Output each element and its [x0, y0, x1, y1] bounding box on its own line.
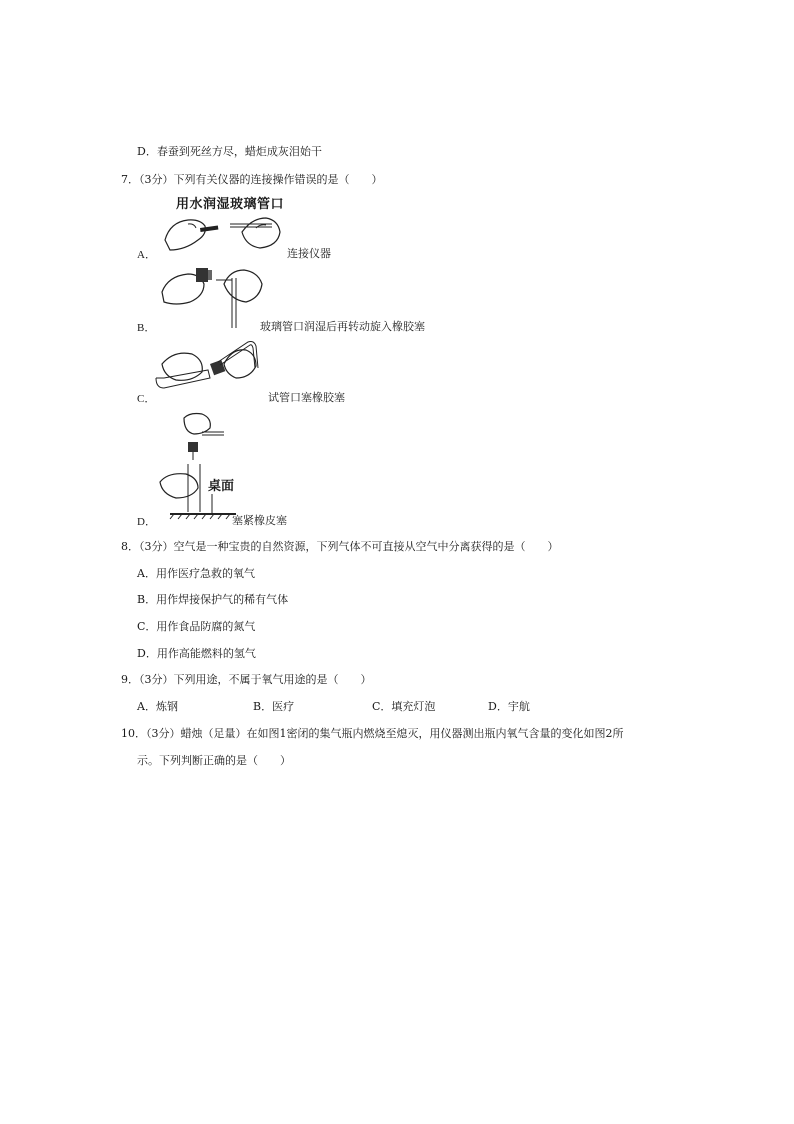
- q9-option-b: B．医疗: [253, 700, 295, 713]
- q7-figure-d-bench-label: 桌面: [208, 479, 235, 494]
- q7-option-a-letter: A．: [137, 249, 156, 261]
- q7-figure-a-caption: 用水润湿玻璃管口: [176, 197, 285, 212]
- q7-option-d-letter: D．: [137, 516, 156, 528]
- q7-option-b-text: 玻璃管口润湿后再转动旋入橡胶塞: [260, 320, 425, 333]
- q7-option-d-text: 塞紧橡皮塞: [232, 514, 287, 527]
- q7-stem: 7．（3分）下列有关仪器的连接操作错误的是（ ）: [121, 173, 383, 186]
- q7-option-b-letter: B．: [137, 322, 156, 334]
- q7-figure-d-illustration: [158, 410, 238, 520]
- q8-option-c: C．用作食品防腐的氮气: [137, 620, 256, 633]
- q10-stem-line2: 示。下列判断正确的是（ ）: [137, 754, 291, 767]
- q9-option-c: C．填充灯泡: [372, 700, 436, 713]
- q9-option-a: A．炼钢: [137, 700, 178, 713]
- q7-figure-a-illustration: [160, 210, 290, 255]
- q8-stem: 8．（3分）空气是一种宝贵的自然资源，下列气体不可直接从空气中分离获得的是（ ）: [121, 540, 559, 553]
- q7-figure-b-illustration: [160, 262, 270, 332]
- q9-option-d: D．宇航: [488, 700, 530, 713]
- q7-option-c-text: 试管口塞橡胶塞: [268, 391, 345, 404]
- q8-option-b: B．用作焊接保护气的稀有气体: [137, 593, 289, 606]
- q8-option-a: A．用作医疗急救的氧气: [137, 567, 255, 580]
- q8-option-d: D．用作高能燃料的氢气: [137, 647, 256, 660]
- q10-stem-line1: 10．（3分）蜡烛（足量）在如图1密闭的集气瓶内燃烧至熄灭，用仪器测出瓶内氧气含量的变化如图2所: [121, 727, 624, 740]
- q6-option-d: D．春蚕到死丝方尽，蜡炬成灰泪始干: [137, 145, 322, 158]
- q7-option-c-letter: C．: [137, 393, 156, 405]
- q7-option-a-text: 连接仪器: [287, 247, 331, 260]
- q9-stem: 9．（3分）下列用途，不属于氧气用途的是（ ）: [121, 673, 372, 686]
- q7-figure-c-illustration: [152, 334, 272, 398]
